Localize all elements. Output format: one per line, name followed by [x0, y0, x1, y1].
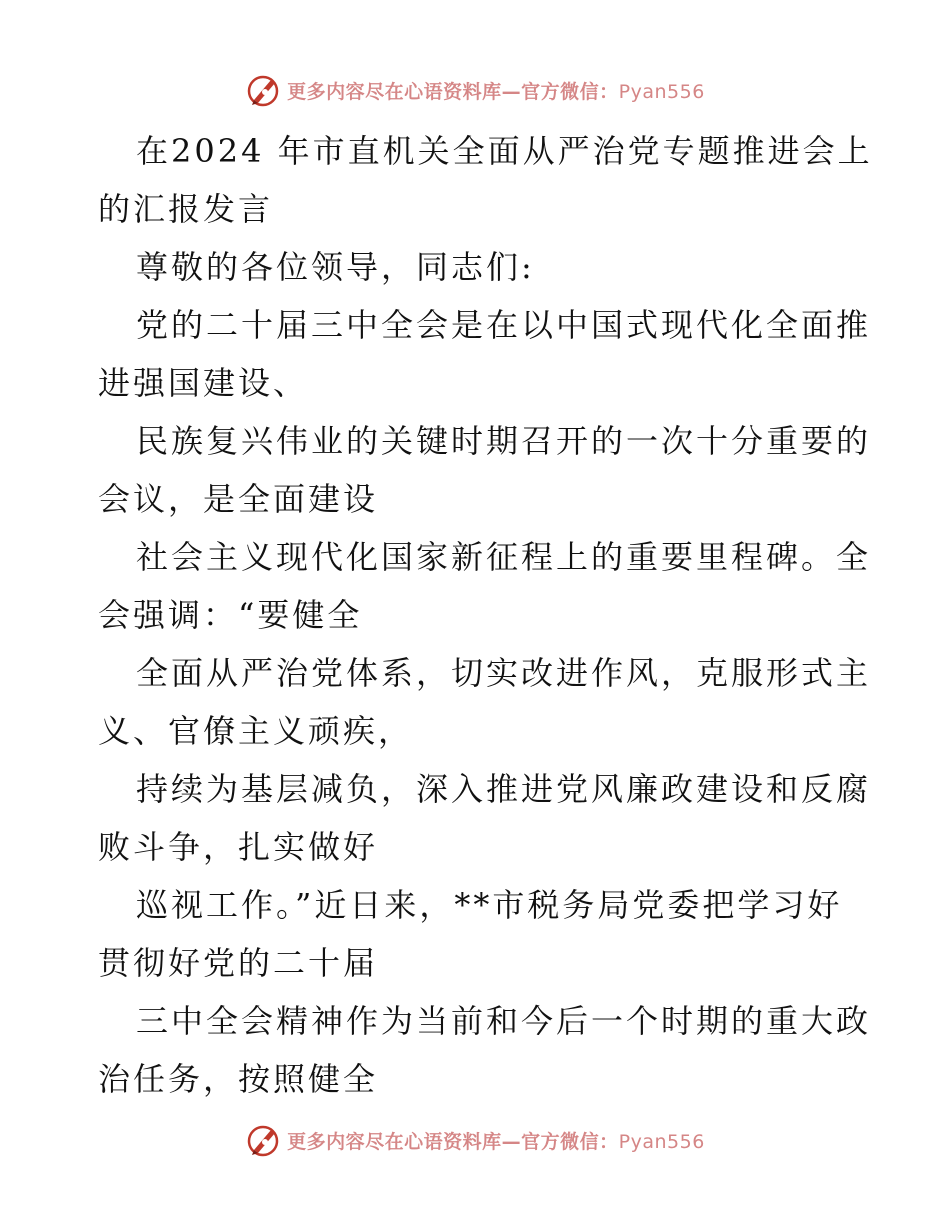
- body-line: 会议，是全面建设: [98, 480, 379, 518]
- body-line: 党的二十届三中全会是在以中国式现代化全面推: [136, 306, 872, 344]
- body-line: 会强调：“要健全: [98, 596, 363, 634]
- header-watermark: [0, 70, 950, 110]
- body-line: 进强国建设、: [98, 364, 309, 402]
- body-line: 持续为基层减负，深入推进党风廉政建设和反腐: [136, 770, 872, 808]
- body-line: 民族复兴伟业的关键时期召开的一次十分重要的: [136, 422, 872, 460]
- title-line: 在2024 年市直机关全面从严治党专题推进会上: [136, 132, 873, 170]
- watermark-label: 更多内容尽在心语资料库—官方微信：: [287, 1130, 619, 1153]
- salutation-line: 尊敬的各位领导，同志们:: [136, 248, 535, 286]
- pen-logo-icon: [245, 1122, 281, 1158]
- body-line: 义、官僚主义顽疾，: [98, 712, 414, 750]
- watermark-wechat-id: Pyan556: [618, 1130, 705, 1153]
- body-line: 三中全会精神作为当前和今后一个时期的重大政: [136, 1002, 872, 1040]
- body-line: 全面从严治党体系，切实改进作风，克服形式主: [136, 654, 872, 692]
- body-line: 社会主义现代化国家新征程上的重要里程碑。全: [136, 538, 872, 576]
- body-line: 巡视工作。”近日来，**市税务局党委把学习好: [136, 886, 843, 924]
- body-line: 败斗争，扎实做好: [98, 828, 379, 866]
- watermark-text: [287, 77, 705, 104]
- title-line-continued: 的汇报发言: [98, 190, 274, 228]
- watermark-wechat-id: Pyan556: [618, 80, 705, 103]
- body-line: 贯彻好党的二十届: [98, 944, 379, 982]
- document-body: [98, 122, 873, 1108]
- watermark-text: [287, 1127, 705, 1154]
- watermark-label: 更多内容尽在心语资料库—官方微信：: [287, 80, 619, 103]
- footer-watermark: [0, 1120, 950, 1160]
- body-line: 治任务，按照健全: [98, 1060, 379, 1098]
- pen-logo-icon: [245, 72, 281, 108]
